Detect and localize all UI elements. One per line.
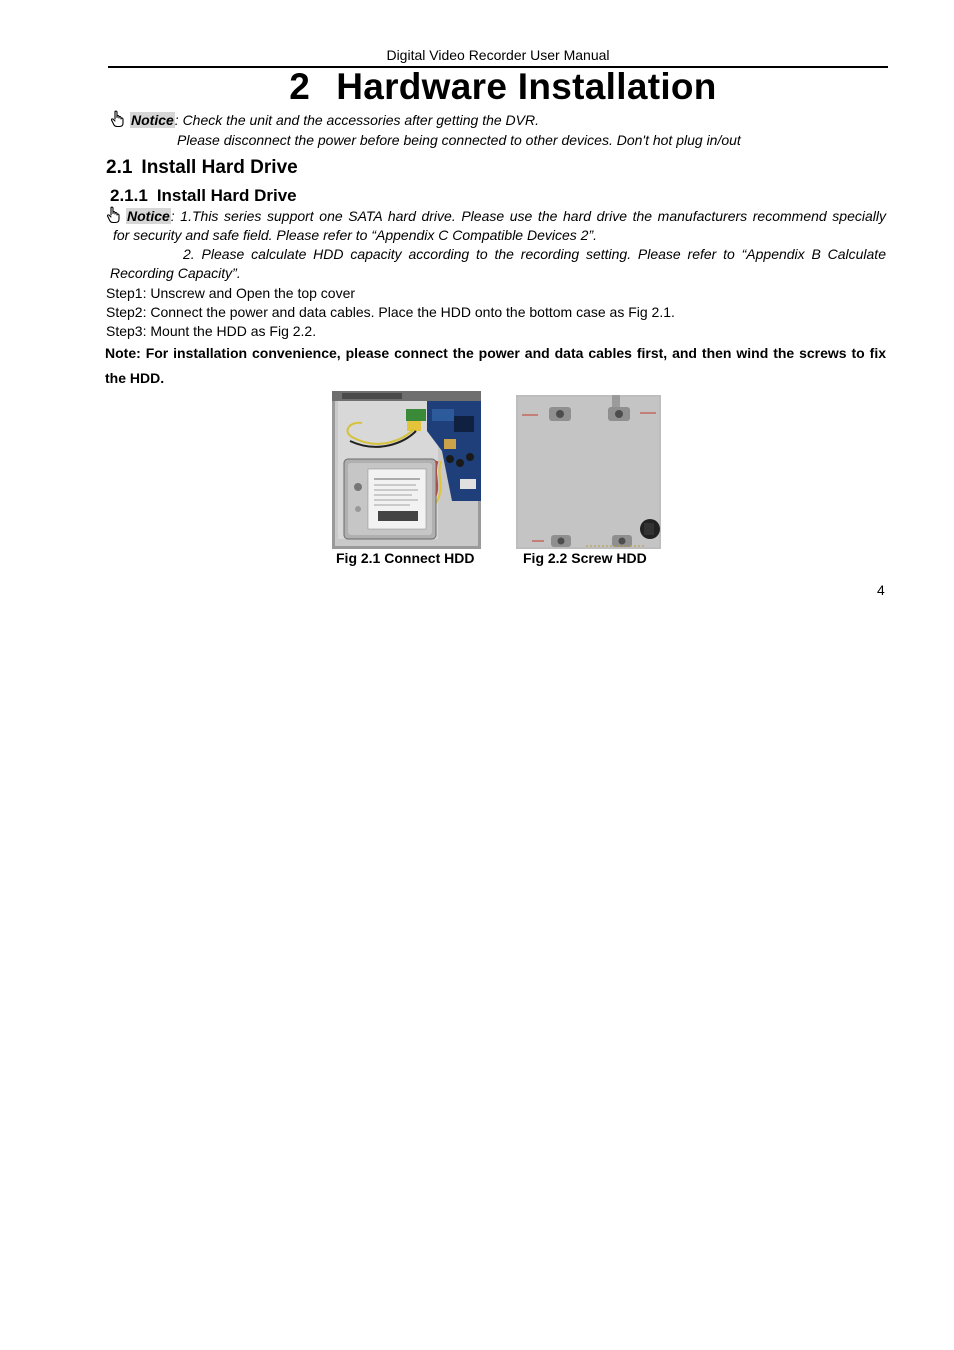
notice-2-line-2: for security and safe field. Please refer to “Appendix C Compatible Devices 2”. xyxy=(113,227,598,243)
page-number: 4 xyxy=(877,582,885,598)
section-title: Install Hard Drive xyxy=(141,157,298,178)
figure-screw-hdd xyxy=(516,395,661,549)
notice-1-line-2: Please disconnect the power before being connected to other devices. Don't hot plug in/out xyxy=(177,132,741,148)
notice-1-text: : Check the unit and the accessories after getting the DVR. xyxy=(174,112,539,128)
subsection-heading xyxy=(110,186,297,206)
section-number: 2.1 xyxy=(106,157,133,178)
figure-2-2-caption: Fig 2.2 Screw HDD xyxy=(523,550,647,566)
hdd-screws-photo xyxy=(516,395,661,549)
installation-note-line-2: the HDD. xyxy=(105,370,165,386)
figure-connect-hdd xyxy=(332,391,481,549)
installation-note-line-1: Note: For installation convenience, please connect the power and data cables first, and then wind the screws to fix xyxy=(105,345,886,361)
chapter-title xyxy=(0,66,954,108)
step-2: Step2: Connect the power and data cables. Place the HDD onto the bottom case as Fig 2.1. xyxy=(106,304,675,320)
notice-label: Notice xyxy=(127,208,170,224)
subsection-title: Install Hard Drive xyxy=(156,186,297,205)
step-1: Step1: Unscrew and Open the top cover xyxy=(106,285,356,301)
chapter-number: 2 xyxy=(289,66,311,107)
notice-2-line-3: 2. Please calculate HDD capacity according to the recording setting. Please refer to “Appendix B Calculate xyxy=(183,246,886,262)
figure-2-1-caption: Fig 2.1 Connect HDD xyxy=(336,550,475,566)
notice-2-line-1 xyxy=(126,208,886,224)
chapter-title-text: Hardware Installation xyxy=(336,66,717,107)
pointing-hand-icon xyxy=(110,110,126,128)
notice-1-line-1 xyxy=(130,112,539,128)
running-header: Digital Video Recorder User Manual xyxy=(386,47,610,63)
pointing-hand-icon xyxy=(106,206,122,224)
step-3: Step3: Mount the HDD as Fig 2.2. xyxy=(106,323,317,339)
notice-2-line-4: Recording Capacity”. xyxy=(110,265,241,281)
notice-2-text: : 1.This series support one SATA hard drive. Please use the hard drive the manufacturers recommend specially xyxy=(170,208,886,224)
hdd-in-case-photo xyxy=(332,391,481,549)
section-heading xyxy=(106,157,298,179)
subsection-number: 2.1.1 xyxy=(110,186,148,205)
notice-label: Notice xyxy=(131,112,174,128)
